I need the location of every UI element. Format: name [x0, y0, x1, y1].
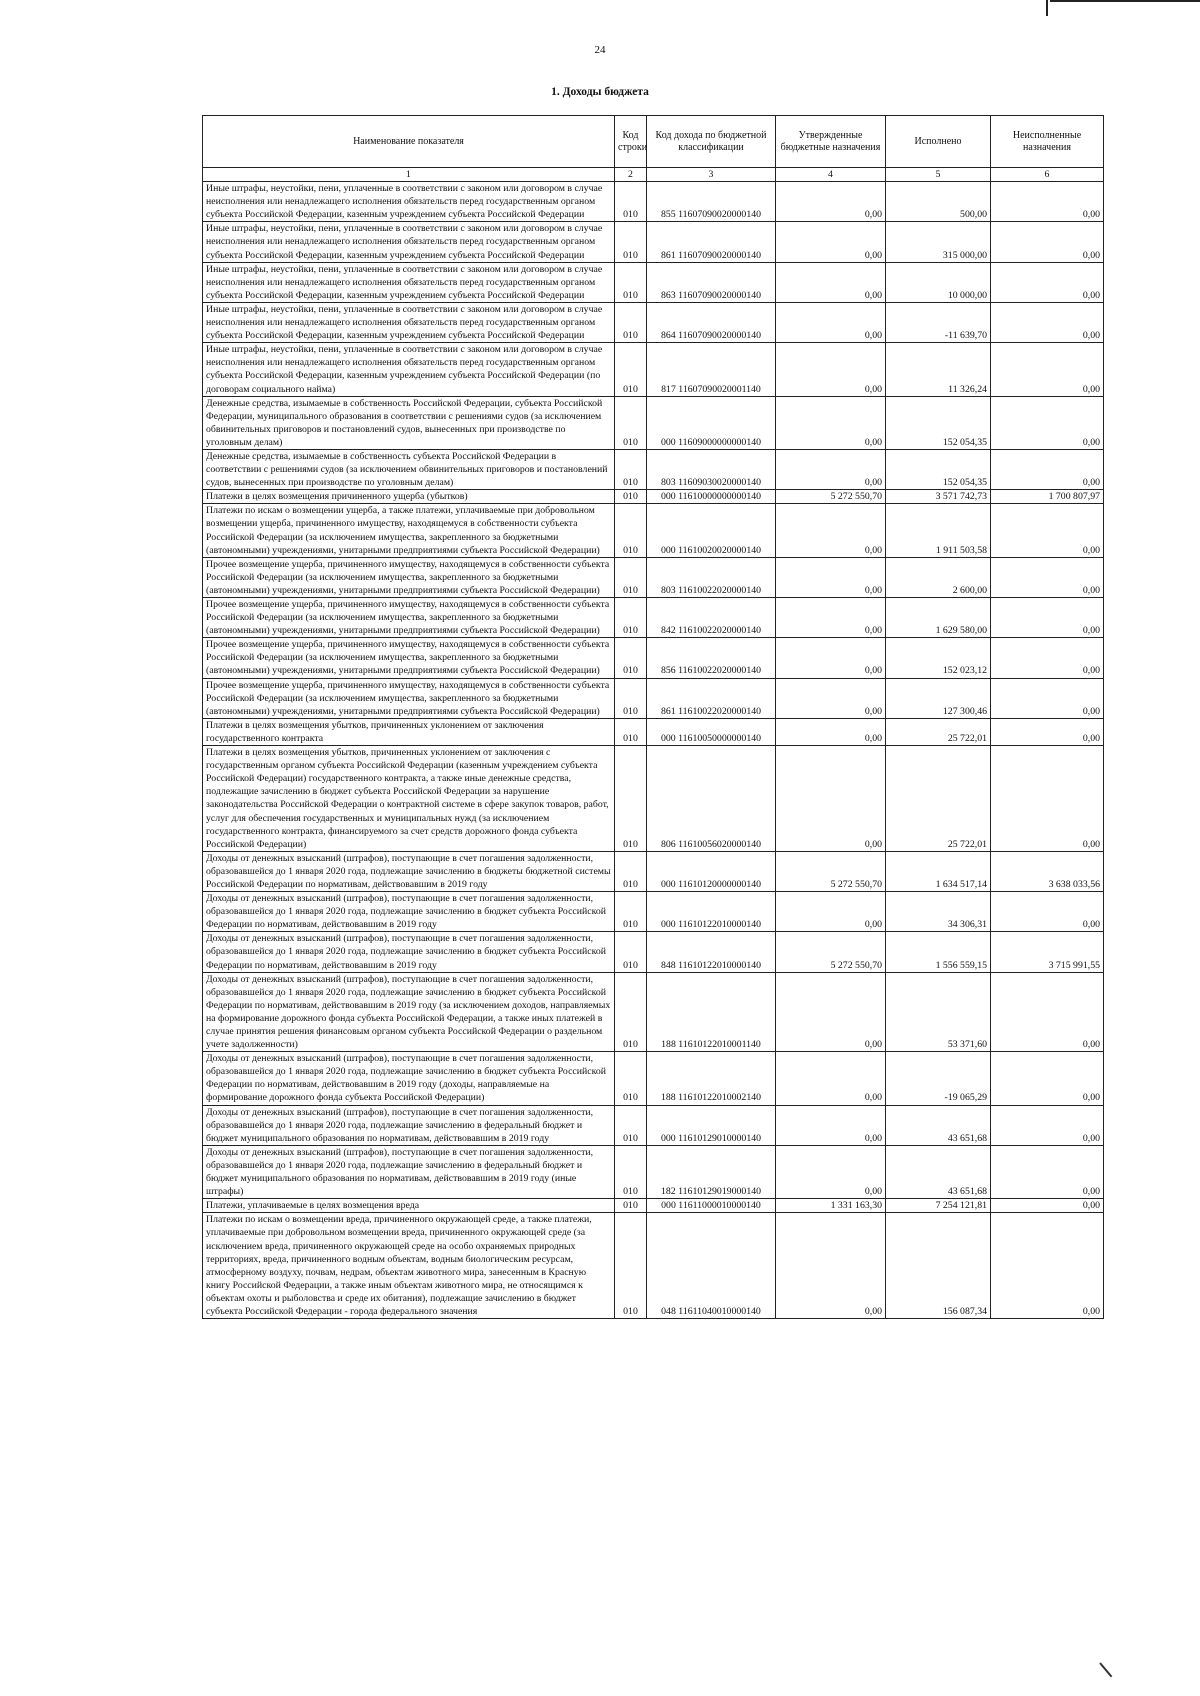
row-approved: 0,00	[776, 718, 886, 745]
row-unexecuted: 0,00	[991, 638, 1104, 678]
row-unexecuted: 0,00	[991, 892, 1104, 932]
row-kbk: 855 11607090020000140	[647, 182, 776, 222]
row-unexecuted: 0,00	[991, 1199, 1104, 1213]
row-executed: 1 629 580,00	[886, 598, 991, 638]
row-executed: 152 054,35	[886, 396, 991, 449]
column-number: 3	[647, 168, 776, 182]
scan-edge-line	[1050, 0, 1200, 2]
table-row	[203, 598, 1104, 638]
row-executed: 53 371,60	[886, 972, 991, 1052]
row-unexecuted: 0,00	[991, 718, 1104, 745]
row-kbk: 848 11610122010000140	[647, 932, 776, 972]
row-executed: 7 254 121,81	[886, 1199, 991, 1213]
row-approved: 0,00	[776, 396, 886, 449]
table-row	[203, 1199, 1104, 1213]
table-row	[203, 490, 1104, 504]
column-number-row	[203, 168, 1104, 182]
row-approved: 0,00	[776, 638, 886, 678]
header-row	[203, 116, 1104, 168]
row-approved: 0,00	[776, 504, 886, 557]
row-unexecuted: 0,00	[991, 504, 1104, 557]
row-approved: 1 331 163,30	[776, 1199, 886, 1213]
row-approved: 0,00	[776, 557, 886, 597]
row-name: Платежи по искам о возмещении ущерба, а также платежи, уплачиваемые при добровольном возмещении ущерба, причиненного имуществу, находящемуся в собственности субъекта Российской Федерации (за исключением имущества, закрепленного за бюджетными (автономными) учреждениями, унитарными предприятиями субъекта Российской Федерации)	[203, 504, 615, 557]
page-number: 24	[594, 44, 606, 56]
row-code: 010	[615, 932, 647, 972]
row-code: 010	[615, 396, 647, 449]
table-row	[203, 449, 1104, 489]
row-code: 010	[615, 972, 647, 1052]
row-kbk: 863 11607090020000140	[647, 262, 776, 302]
row-executed: 500,00	[886, 182, 991, 222]
row-executed: 156 087,34	[886, 1213, 991, 1319]
row-name: Доходы от денежных взысканий (штрафов), поступающие в счет погашения задолженности, образовавшейся до 1 января 2020 года, подлежащие зачислению в федеральный бюджет и бюджет муниципального образования по нормативам, действовавшим в 2019 году (иные штрафы)	[203, 1145, 615, 1198]
table-row	[203, 557, 1104, 597]
table-row	[203, 182, 1104, 222]
row-kbk: 806 11610056020000140	[647, 746, 776, 852]
row-executed: 152 054,35	[886, 449, 991, 489]
table-row	[203, 396, 1104, 449]
table-row	[203, 851, 1104, 891]
table-row	[203, 972, 1104, 1052]
row-approved: 0,00	[776, 262, 886, 302]
row-code: 010	[615, 1213, 647, 1319]
row-code: 010	[615, 598, 647, 638]
row-executed: 1 556 559,15	[886, 932, 991, 972]
row-name: Прочее возмещение ущерба, причиненного имуществу, находящемуся в собственности субъекта Российской Федерации (за исключением имущества, закрепленного за бюджетными (автономными) учреждениями, унитарными предприятиями субъекта Российской Федерации)	[203, 598, 615, 638]
row-kbk: 803 11609030020000140	[647, 449, 776, 489]
row-executed: 43 651,68	[886, 1145, 991, 1198]
row-kbk: 000 11610129010000140	[647, 1105, 776, 1145]
row-name: Доходы от денежных взысканий (штрафов), поступающие в счет погашения задолженности, образовавшейся до 1 января 2020 года, подлежащие зачислению в бюджет субъекта Российской Федерации по нормативам, действовавшим в 2019 году	[203, 932, 615, 972]
row-unexecuted: 0,00	[991, 182, 1104, 222]
table-row	[203, 222, 1104, 262]
row-kbk: 048 11611040010000140	[647, 1213, 776, 1319]
row-executed: 11 326,24	[886, 343, 991, 396]
row-name: Доходы от денежных взысканий (штрафов), поступающие в счет погашения задолженности, образовавшейся до 1 января 2020 года, подлежащие зачислению в бюджет субъекта Российской Федерации по нормативам, действовавшим в 2019 году (за исключением доходов, направляемых на формирование дорожного фонда субъекта Российской Федерации, а также иных платежей в случае принятия решения финансовым органом субъекта Российской Федерации о раздельном учете задолженности)	[203, 972, 615, 1052]
row-kbk: 000 11610020020000140	[647, 504, 776, 557]
row-executed: 3 571 742,73	[886, 490, 991, 504]
row-unexecuted: 0,00	[991, 678, 1104, 718]
row-kbk: 842 11610022020000140	[647, 598, 776, 638]
row-executed: 315 000,00	[886, 222, 991, 262]
header-approved: Утвержденные бюджетные назначения	[776, 116, 886, 168]
column-number: 6	[991, 168, 1104, 182]
scan-edge-tick	[1046, 0, 1048, 16]
row-executed: -11 639,70	[886, 302, 991, 342]
row-unexecuted: 0,00	[991, 343, 1104, 396]
row-executed: 25 722,01	[886, 718, 991, 745]
row-approved: 5 272 550,70	[776, 932, 886, 972]
row-unexecuted: 0,00	[991, 1052, 1104, 1105]
row-approved: 0,00	[776, 222, 886, 262]
row-unexecuted: 0,00	[991, 302, 1104, 342]
row-kbk: 188 11610122010001140	[647, 972, 776, 1052]
row-name: Платежи в целях возмещения убытков, причиненных уклонением от заключения государственного контракта	[203, 718, 615, 745]
row-name: Иные штрафы, неустойки, пени, уплаченные в соответствии с законом или договором в случае неисполнения или ненадлежащего исполнения обязательств перед государственным органом субъекта Российской Федерации, казенным учреждением субъекта Российской Федерации	[203, 262, 615, 302]
row-approved: 0,00	[776, 1213, 886, 1319]
row-code: 010	[615, 302, 647, 342]
table-row	[203, 262, 1104, 302]
row-code: 010	[615, 182, 647, 222]
row-kbk: 188 11610122010002140	[647, 1052, 776, 1105]
row-unexecuted: 0,00	[991, 972, 1104, 1052]
row-name: Денежные средства, изымаемые в собственность Российской Федерации, субъекта Российской Федерации, муниципального образования в соответствии с решениями судов (за исключением обвинительных приговоров и постановлений судов, вынесенных при производстве по уголовным делам)	[203, 396, 615, 449]
row-approved: 5 272 550,70	[776, 490, 886, 504]
row-code: 010	[615, 1199, 647, 1213]
row-name: Прочее возмещение ущерба, причиненного имуществу, находящемуся в собственности субъекта Российской Федерации (за исключением имущества, закрепленного за бюджетными (автономными) учреждениями, унитарными предприятиями субъекта Российской Федерации)	[203, 557, 615, 597]
column-number: 4	[776, 168, 886, 182]
row-kbk: 817 11607090020001140	[647, 343, 776, 396]
row-kbk: 856 11610022020000140	[647, 638, 776, 678]
row-code: 010	[615, 1145, 647, 1198]
row-approved: 0,00	[776, 1105, 886, 1145]
row-kbk: 000 11610120000000140	[647, 851, 776, 891]
row-kbk: 000 11610000000000140	[647, 490, 776, 504]
row-unexecuted: 3 715 991,55	[991, 932, 1104, 972]
row-kbk: 861 11610022020000140	[647, 678, 776, 718]
row-unexecuted: 3 638 033,56	[991, 851, 1104, 891]
row-kbk: 861 11607090020000140	[647, 222, 776, 262]
row-unexecuted: 0,00	[991, 746, 1104, 852]
header-unexecuted: Неисполненные назначения	[991, 116, 1104, 168]
row-kbk: 803 11610022020000140	[647, 557, 776, 597]
row-code: 010	[615, 343, 647, 396]
row-approved: 0,00	[776, 598, 886, 638]
row-approved: 0,00	[776, 182, 886, 222]
table-row	[203, 718, 1104, 745]
row-approved: 0,00	[776, 302, 886, 342]
row-executed: 1 634 517,14	[886, 851, 991, 891]
table-row	[203, 1213, 1104, 1319]
row-executed: 10 000,00	[886, 262, 991, 302]
row-code: 010	[615, 718, 647, 745]
row-name: Иные штрафы, неустойки, пени, уплаченные в соответствии с законом или договором в случае неисполнения или ненадлежащего исполнения обязательств перед государственным органом субъекта Российской Федерации, казенным учреждением субъекта Российской Федерации (по договорам социального найма)	[203, 343, 615, 396]
column-number: 5	[886, 168, 991, 182]
row-unexecuted: 0,00	[991, 396, 1104, 449]
row-approved: 0,00	[776, 678, 886, 718]
table-row	[203, 504, 1104, 557]
row-unexecuted: 1 700 807,97	[991, 490, 1104, 504]
row-unexecuted: 0,00	[991, 1145, 1104, 1198]
row-approved: 0,00	[776, 972, 886, 1052]
row-executed: 1 911 503,58	[886, 504, 991, 557]
row-code: 010	[615, 490, 647, 504]
row-kbk: 182 11610129019000140	[647, 1145, 776, 1198]
row-code: 010	[615, 678, 647, 718]
table-row	[203, 638, 1104, 678]
row-name: Доходы от денежных взысканий (штрафов), поступающие в счет погашения задолженности, образовавшейся до 1 января 2020 года, подлежащие зачислению в бюджеты бюджетной системы Российской Федерации по нормативам, действовавшим в 2019 году	[203, 851, 615, 891]
row-name: Денежные средства, изымаемые в собственность субъекта Российской Федерации в соответствии с решениями судов (за исключением обвинительных приговоров и постановлений судов, вынесенных при производстве по уголовным делам)	[203, 449, 615, 489]
row-name: Иные штрафы, неустойки, пени, уплаченные в соответствии с законом или договором в случае неисполнения или ненадлежащего исполнения обязательств перед государственным органом субъекта Российской Федерации, казенным учреждением субъекта Российской Федерации	[203, 302, 615, 342]
row-code: 010	[615, 638, 647, 678]
row-code: 010	[615, 1052, 647, 1105]
header-executed: Исполнено	[886, 116, 991, 168]
row-executed: -19 065,29	[886, 1052, 991, 1105]
row-code: 010	[615, 504, 647, 557]
row-executed: 152 023,12	[886, 638, 991, 678]
row-code: 010	[615, 892, 647, 932]
row-executed: 127 300,46	[886, 678, 991, 718]
row-executed: 25 722,01	[886, 746, 991, 852]
row-executed: 43 651,68	[886, 1105, 991, 1145]
row-name: Платежи по искам о возмещении вреда, причиненного окружающей среде, а также платежи, уплачиваемые при добровольном возмещении вреда, причиненного окружающей среде (за исключением вреда, причиненного окружающей среде на особо охраняемых природных территориях, вреда, причиненного водным объектам, водным биологическим ресурсам, атмосферному воздуху, почвам, недрам, объектам животного мира, занесенным в Красную книгу Российской Федерации, а также иным объектам животного мира, не относящимся к объектам охоты и рыболовства и среде их обитания), подлежащие зачислению в бюджет субъекта Российской Федерации - города федерального значения	[203, 1213, 615, 1319]
row-unexecuted: 0,00	[991, 262, 1104, 302]
row-code: 010	[615, 222, 647, 262]
table-row	[203, 1052, 1104, 1105]
row-code: 010	[615, 262, 647, 302]
header-kbk: Код дохода по бюджетной классификации	[647, 116, 776, 168]
row-approved: 0,00	[776, 1052, 886, 1105]
table-row	[203, 746, 1104, 852]
table-row	[203, 892, 1104, 932]
row-kbk: 000 11609000000000140	[647, 396, 776, 449]
row-name: Прочее возмещение ущерба, причиненного имуществу, находящемуся в собственности субъекта Российской Федерации (за исключением имущества, закрепленного за бюджетными (автономными) учреждениями, унитарными предприятиями субъекта Российской Федерации)	[203, 678, 615, 718]
row-unexecuted: 0,00	[991, 557, 1104, 597]
row-unexecuted: 0,00	[991, 1213, 1104, 1319]
row-code: 010	[615, 746, 647, 852]
row-kbk: 000 11610122010000140	[647, 892, 776, 932]
row-name: Прочее возмещение ущерба, причиненного имуществу, находящемуся в собственности субъекта Российской Федерации (за исключением имущества, закрепленного за бюджетными (автономными) учреждениями, унитарными предприятиями субъекта Российской Федерации)	[203, 638, 615, 678]
row-code: 010	[615, 557, 647, 597]
row-unexecuted: 0,00	[991, 449, 1104, 489]
row-name: Иные штрафы, неустойки, пени, уплаченные в соответствии с законом или договором в случае неисполнения или ненадлежащего исполнения обязательств перед государственным органом субъекта Российской Федерации, казенным учреждением субъекта Российской Федерации	[203, 182, 615, 222]
budget-income-table	[202, 115, 1104, 1319]
row-kbk: 864 11607090020000140	[647, 302, 776, 342]
table-row	[203, 932, 1104, 972]
table-row	[203, 1105, 1104, 1145]
row-unexecuted: 0,00	[991, 1105, 1104, 1145]
row-executed: 34 306,31	[886, 892, 991, 932]
row-code: 010	[615, 851, 647, 891]
table-row	[203, 1145, 1104, 1198]
table-body	[203, 182, 1104, 1319]
row-name: Доходы от денежных взысканий (штрафов), поступающие в счет погашения задолженности, образовавшейся до 1 января 2020 года, подлежащие зачислению в бюджет субъекта Российской Федерации по нормативам, действовавшим в 2019 году (доходы, направляемые на формирование дорожного фонда субъекта Российской Федерации)	[203, 1052, 615, 1105]
row-approved: 5 272 550,70	[776, 851, 886, 891]
row-name: Платежи в целях возмещения убытков, причиненных уклонением от заключения с государственным органом субъекта Российской Федерации (казенным учреждением субъекта Российской Федерации) государственного контракта, а также иные денежные средства, подлежащие зачислению в бюджет субъекта Российской Федерации за нарушение законодательства Российской Федерации о контрактной системе в сфере закупок товаров, работ, услуг для обеспечения государственных и муниципальных нужд (за исключением государственного контракта, финансируемого за счет средств дорожного фонда субъекта Российской Федерации)	[203, 746, 615, 852]
row-approved: 0,00	[776, 892, 886, 932]
row-name: Доходы от денежных взысканий (штрафов), поступающие в счет погашения задолженности, образовавшейся до 1 января 2020 года, подлежащие зачислению в федеральный бюджет и бюджет муниципального образования по нормативам, действовавшим в 2019 году	[203, 1105, 615, 1145]
table-row	[203, 343, 1104, 396]
table-row	[203, 302, 1104, 342]
row-approved: 0,00	[776, 1145, 886, 1198]
row-name: Иные штрафы, неустойки, пени, уплаченные в соответствии с законом или договором в случае неисполнения или ненадлежащего исполнения обязательств перед государственным органом субъекта Российской Федерации, казенным учреждением субъекта Российской Федерации	[203, 222, 615, 262]
scan-corner-mark	[1099, 1662, 1112, 1677]
row-approved: 0,00	[776, 343, 886, 396]
column-number: 1	[203, 168, 615, 182]
row-name: Доходы от денежных взысканий (штрафов), поступающие в счет погашения задолженности, образовавшейся до 1 января 2020 года, подлежащие зачислению в бюджет субъекта Российской Федерации по нормативам, действовавшим в 2019 году	[203, 892, 615, 932]
column-number: 2	[615, 168, 647, 182]
row-name: Платежи в целях возмещения причиненного ущерба (убытков)	[203, 490, 615, 504]
row-unexecuted: 0,00	[991, 598, 1104, 638]
header-code: Код строки	[615, 116, 647, 168]
row-approved: 0,00	[776, 746, 886, 852]
row-approved: 0,00	[776, 449, 886, 489]
row-kbk: 000 11611000010000140	[647, 1199, 776, 1213]
section-title: 1. Доходы бюджета	[551, 86, 649, 98]
row-name: Платежи, уплачиваемые в целях возмещения вреда	[203, 1199, 615, 1213]
row-code: 010	[615, 449, 647, 489]
row-executed: 2 600,00	[886, 557, 991, 597]
header-name: Наименование показателя	[203, 116, 615, 168]
table-row	[203, 678, 1104, 718]
row-unexecuted: 0,00	[991, 222, 1104, 262]
row-kbk: 000 11610050000000140	[647, 718, 776, 745]
row-code: 010	[615, 1105, 647, 1145]
